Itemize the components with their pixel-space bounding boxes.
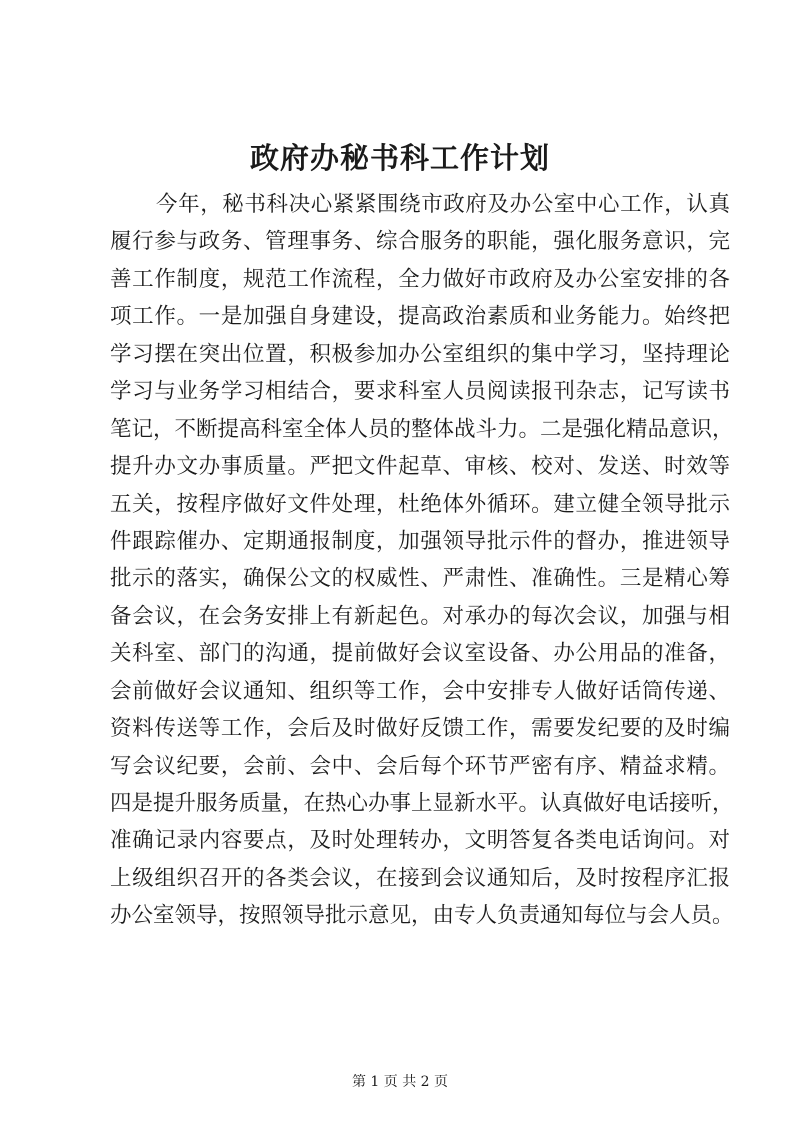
- page-footer: 第 1 页 共 2 页: [351, 1074, 449, 1090]
- body-line: 今年，秘书科决心紧紧围绕市政府及办公室中心工作，认真: [156, 192, 730, 217]
- body-line: 上级组织召开的各类会议，在接到会议通知后，及时按程序汇报: [110, 865, 730, 891]
- body-line: 四是提升服务质量，在热心办事上显新水平。认真做好电话接听，: [110, 791, 734, 816]
- body-line: 履行参与政务、管理事务、综合服务的职能，强化服务意识，完: [110, 229, 730, 255]
- body-line: 批示的落实，确保公文的权威性、严肃性、准确性。三是精心筹: [110, 566, 730, 592]
- body-line: 写会议纪要，会前、会中、会后每个环节严密有序、精益求精。: [110, 753, 730, 779]
- body-line: 提升办文办事质量。严把文件起草、审核、校对、发送、时效等: [110, 454, 730, 480]
- body-line: 准确记录内容要点，及时处理转办，文明答复各类电话询问。对: [110, 828, 730, 854]
- body-line: 备会议，在会务安排上有新起色。对承办的每次会议，加强与相: [110, 603, 730, 629]
- body-line: 善工作制度，规范工作流程，全力做好市政府及办公室安排的各: [110, 266, 730, 292]
- document-title: 政府办秘书科工作计划: [249, 141, 550, 175]
- body-line: 会前做好会议通知、组织等工作，会中安排专人做好话筒传递、: [110, 678, 730, 704]
- body-line: 五关，按程序做好文件处理，杜绝体外循环。建立健全领导批示: [110, 491, 730, 517]
- body-line: 笔记，不断提高科室全体人员的整体战斗力。二是强化精品意识，: [110, 416, 734, 442]
- body-line: 项工作。一是加强自身建设，提高政治素质和业务能力。始终把: [110, 304, 730, 330]
- body-line: 学习摆在突出位置，积极参加办公室组织的集中学习，坚持理论: [110, 341, 730, 367]
- body-line: 资料传送等工作，会后及时做好反馈工作，需要发纪要的及时编: [110, 716, 730, 742]
- body-line: 办公室领导，按照领导批示意见，由专人负责通知每位与会人员。: [110, 903, 734, 929]
- body-line: 学习与业务学习相结合，要求科室人员阅读报刊杂志，记写读书: [110, 379, 730, 405]
- body-line: 关科室、部门的沟通，提前做好会议室设备、办公用品的准备，: [110, 641, 730, 667]
- body-line: 件跟踪催办、定期通报制度，加强领导批示件的督办，推进领导: [110, 528, 730, 554]
- document-body: [110, 186, 734, 935]
